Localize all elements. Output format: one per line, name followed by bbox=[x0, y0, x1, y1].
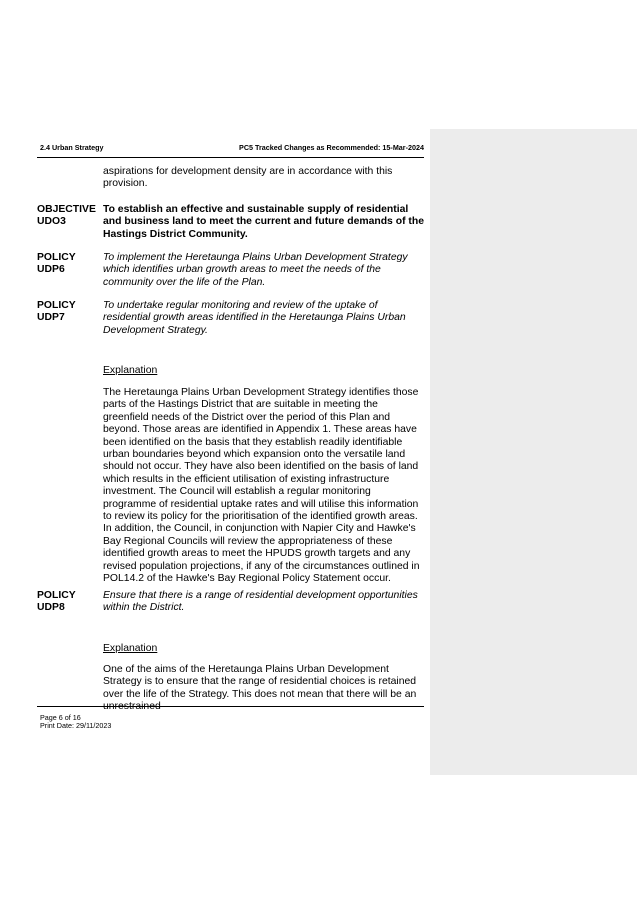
policy-udp6-label: POLICY UDP6 bbox=[37, 252, 76, 276]
header-section: 2.4 Urban Strategy bbox=[40, 143, 104, 152]
policy-udp8-text: Ensure that there is a range of residential development opportunities within the District. bbox=[103, 590, 418, 614]
footer-rule bbox=[37, 706, 424, 707]
page-footer bbox=[40, 714, 111, 731]
objective-udo3-label: OBJECTIVE UDO3 bbox=[37, 204, 96, 228]
print-date: Print Date: 29/11/2023 bbox=[40, 721, 112, 731]
header-tracked-changes: PC5 Tracked Changes as Recommended: 15-Mar-2024 bbox=[239, 143, 424, 152]
page-number: Page 6 of 16 bbox=[40, 713, 81, 722]
comment-sidebar bbox=[430, 129, 637, 775]
policy-udp6-text: To implement the Heretaunga Plains Urban Development Strategy which identifies urban growth areas to meet the needs of the community over the life of the Plan. bbox=[103, 252, 408, 288]
objective-udo3-text: To establish an effective and sustainable supply of residential and business land to meet the current and future demands of the Hastings District Community. bbox=[103, 204, 424, 240]
policy-udp7-text: To undertake regular monitoring and review of the uptake of residential growth areas identified in the Heretaunga Plains Urban Development Strategy. bbox=[103, 300, 406, 336]
header-rule bbox=[37, 157, 424, 158]
explanation-paragraph-2: One of the aims of the Heretaunga Plains Urban Development Strategy is to ensure that the range of residential choices is retained over the life of the Strategy. This does not mean that there will be an unrestrained bbox=[103, 664, 417, 713]
explanation-heading-1: Explanation bbox=[103, 365, 158, 376]
explanation-paragraph-1: The Heretaunga Plains Urban Development Strategy identifies those parts of the Hastings District that are suitable in meeting the greenfield needs of the District over the period of this Plan and beyond. Those areas are identified in Appendix 1. These areas have been identified on the basis that they establish readily identifiable urban boundaries beyond which expansion onto the versatile land should not occur. They have also been identified on the basis of land which results in the efficient utilisation of existing infrastructure investment. The Council will establish a regular monitoring programme of residential uptake rates and will utilise this information to review its policy for the prioritisation of the identified growth areas. In addition, the Council, in conjunction with Napier City and Hawke's Bay Regional Councils will review the appropriateness of these identified growth areas to meet the HPUDS growth targets and any revised population projections, if any of the circumstances outlined in POL14.2 of the Hawke's Bay Regional Policy Statement occur. bbox=[103, 387, 420, 585]
policy-udp7-label: POLICY UDP7 bbox=[37, 300, 76, 324]
policy-udp8-label: POLICY UDP8 bbox=[37, 590, 76, 614]
explanation-heading-2: Explanation bbox=[103, 643, 158, 654]
intro-paragraph: aspirations for development density are in accordance with this provision. bbox=[103, 166, 393, 190]
